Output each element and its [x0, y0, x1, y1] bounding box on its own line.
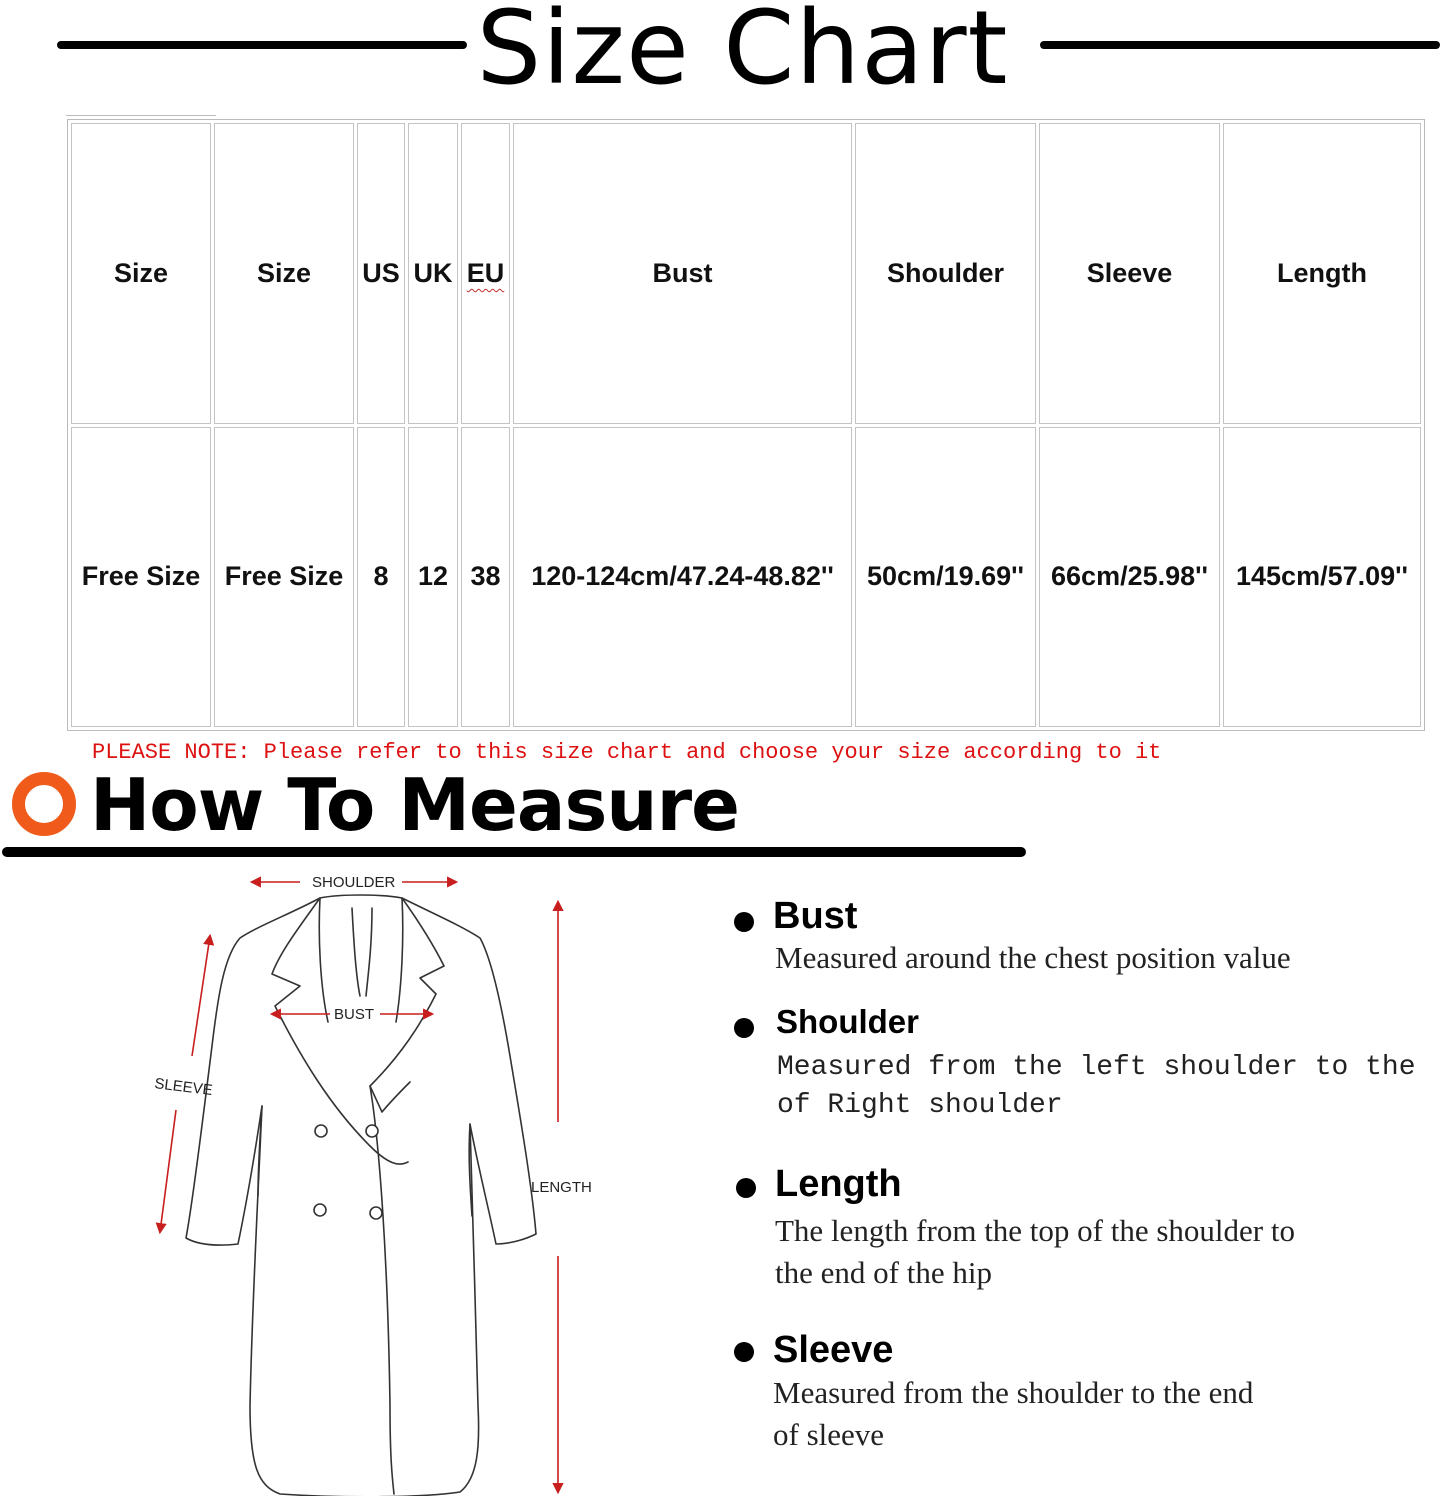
table-cell: 12 [408, 427, 458, 728]
coat-outline [186, 895, 536, 1496]
ring-icon [12, 772, 76, 836]
coat-button [315, 1125, 327, 1137]
measure-title-shoulder: Shoulder [776, 1003, 920, 1040]
table-cell: 50cm/19.69'' [855, 427, 1036, 728]
header-cell-text: EU [466, 257, 505, 288]
divider [66, 115, 216, 116]
coat-button [314, 1204, 326, 1216]
sleeve-arrow-top [192, 936, 210, 1056]
bullet-icon [734, 912, 754, 932]
coat-button [370, 1207, 382, 1219]
table-cell: 120-124cm/47.24-48.82'' [513, 427, 852, 728]
title-rule-right [1040, 41, 1440, 49]
measure-title-sleeve: Sleeve [773, 1329, 894, 1371]
table-row [71, 427, 1421, 728]
table-cell: Free Size [71, 427, 211, 728]
bullet-icon [734, 1018, 754, 1038]
shoulder-label: SHOULDER [312, 874, 396, 891]
length-label: LENGTH [531, 1179, 592, 1196]
measure-desc-sleeve-2: of sleeve [773, 1417, 885, 1452]
measure-title-bust: Bust [773, 895, 858, 937]
measure-desc-length-1: The length from the top of the shoulder to [775, 1213, 1295, 1248]
table-cell: 8 [357, 427, 405, 728]
table-cell: Free Size [214, 427, 354, 728]
header-cell: US [357, 123, 405, 424]
size-table [67, 119, 1425, 731]
header-cell: Size [214, 123, 354, 424]
table-cell: 145cm/57.09'' [1223, 427, 1421, 728]
measure-title-length: Length [775, 1163, 902, 1205]
measure-desc-length-2: the end of the hip [775, 1255, 992, 1290]
measure-desc-shoulder-1: Measured from the left shoulder to the [777, 1052, 1416, 1083]
bullet-icon [734, 1342, 754, 1362]
measure-desc-bust: Measured around the chest position value [775, 940, 1291, 975]
coat-button [366, 1125, 378, 1137]
table-cell: 66cm/25.98'' [1039, 427, 1220, 728]
sleeve-arrow-bottom [160, 1110, 176, 1232]
header-cell: Shoulder [855, 123, 1036, 424]
header-cell: Size [71, 123, 211, 424]
measure-desc-sleeve-1: Measured from the shoulder to the end [773, 1375, 1254, 1410]
table-cell: 38 [461, 427, 510, 728]
header-cell [461, 123, 510, 424]
page-title: Size Chart [476, 0, 1009, 108]
header-cell: Length [1223, 123, 1421, 424]
section-title: How To Measure [90, 763, 739, 847]
measure-desc-shoulder-2: of Right shoulder [777, 1090, 1063, 1121]
bullet-icon [736, 1178, 756, 1198]
header-cell: UK [408, 123, 458, 424]
size-note: PLEASE NOTE: Please refer to this size chart and choose your size according to it [92, 740, 1162, 765]
header-cell: Bust [513, 123, 852, 424]
bust-label: BUST [334, 1006, 375, 1023]
coat-diagram [140, 866, 620, 1496]
section-rule [2, 847, 1026, 857]
table-header-row [71, 123, 1421, 424]
title-rule-left [57, 41, 467, 49]
header-cell: Sleeve [1039, 123, 1220, 424]
sleeve-label: SLEEVE [153, 1075, 214, 1100]
